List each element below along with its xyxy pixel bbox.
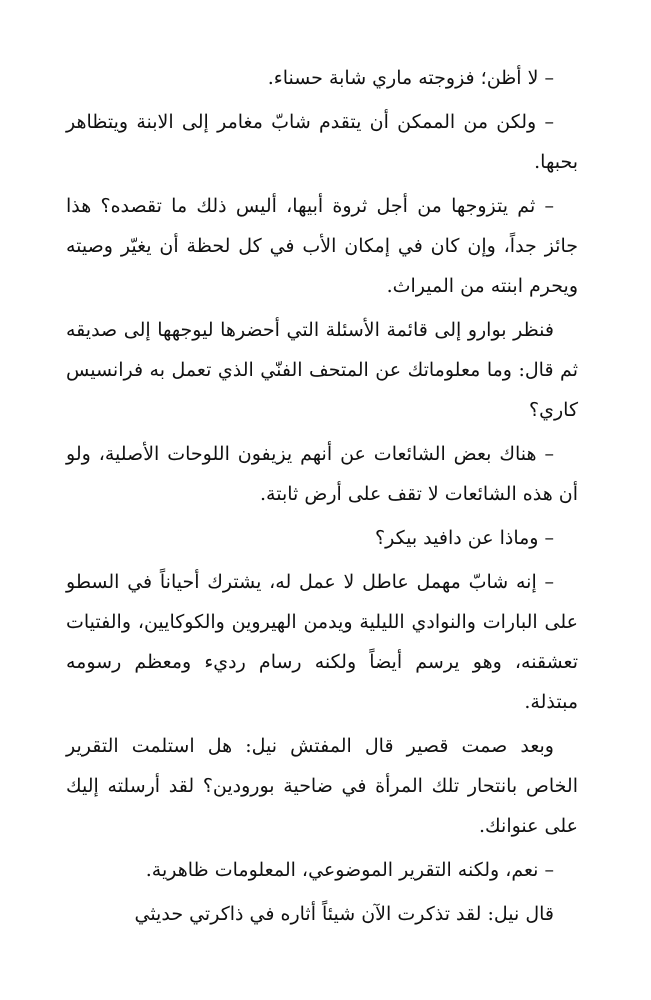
paragraph: – هناك بعض الشائعات عن أنهم يزيفون اللوحات الأصلية، ولو أن هذه الشائعات لا تقف على أرض ثابتة. <box>66 443 578 505</box>
paragraph: – إنه شابّ مهمل عاطل لا عمل له، يشترك أحياناً في السطو على البارات والنوادي الليلية ويدمن الهيروين والكوكايين، والفتيات تعشقنه، وهو يرسم أيضاً ولكنه رسام رديء ومعظم رسومه مبتذلة. <box>66 571 578 713</box>
paragraph: قال نيل: لقد تذكرت الآن شيئاً أثاره في ذاكرتي حديثي <box>134 903 554 925</box>
paragraph: فنظر بوارو إلى قائمة الأسئلة التي أحضرها ليوجهها إلى صديقه ثم قال: وما معلوماتك عن المتحف الفنّي الذي تعمل به فرانسيس كاري؟ <box>66 319 578 421</box>
paragraph: – ولكن من الممكن أن يتقدم شابّ مغامر إلى الابنة ويتظاهر بحبها. <box>66 111 578 173</box>
paragraph: – لا أظن؛ فزوجته ماري شابة حسناء. <box>267 67 554 89</box>
paragraph: وبعد صمت قصير قال المفتش نيل: هل استلمت التقرير الخاص بانتحار تلك المرأة في ضاحية بورودين؟ لقد أرسلته إليك على عنوانك. <box>66 735 578 837</box>
paragraph: – ثم يتزوجها من أجل ثروة أبيها، أليس ذلك ما تقصده؟ هذا جائز جداً، وإن كان في إمكان الأب في كل لحظة أن يغيّر وصيته ويحرم ابنته من الميراث. <box>66 195 578 297</box>
paragraph: – نعم، ولكنه التقرير الموضوعي، المعلومات ظاهرية. <box>145 859 554 881</box>
paragraph: – وماذا عن دافيد بيكر؟ <box>375 527 554 549</box>
page-text <box>66 58 578 938</box>
